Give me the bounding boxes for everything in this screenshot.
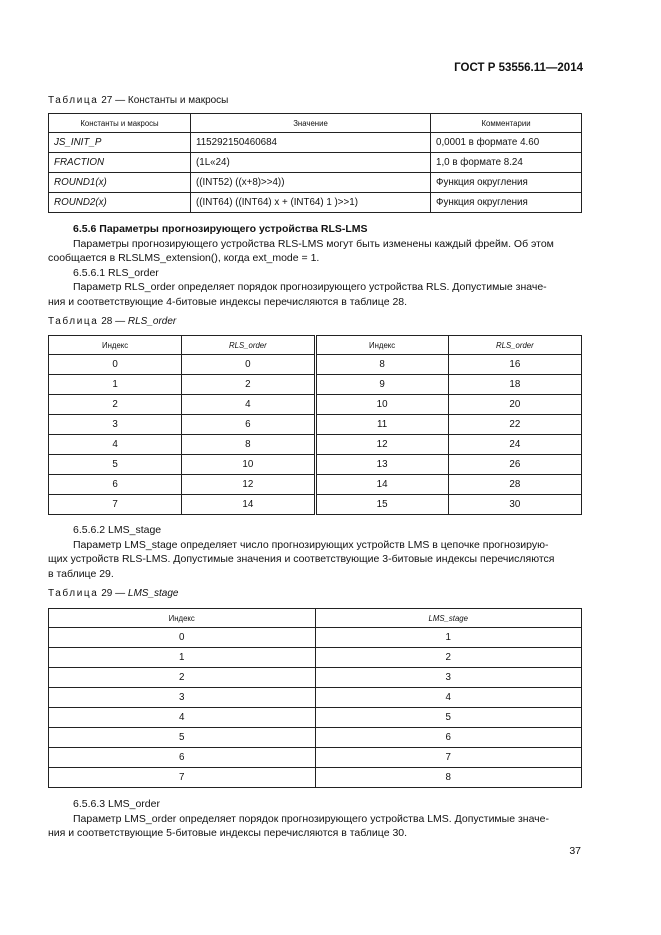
subsection-body [48,797,582,841]
column-header: RLS_order [182,336,315,355]
table-cell: 18 [448,375,581,395]
table-cell: 12 [182,475,315,495]
table-row [49,153,582,173]
column-header: Индекс [315,336,448,355]
table29-caption [48,588,178,599]
table-cell: 28 [448,475,581,495]
table-cell: 7 [49,768,316,788]
table-row [49,768,582,788]
table-header-row [49,609,582,628]
table-cell: 1 [315,628,582,648]
table-cell: ROUND2(x) [49,193,191,213]
paragraph-line: Параметр LMS_order определяет порядок прогнозирующего устройства LMS. Допустимые значе- [73,812,549,825]
table-cell: FRACTION [49,153,191,173]
table29-body [49,628,582,788]
section-body [48,222,582,309]
table-row [49,688,582,708]
paragraph-line: Параметр LMS_stage определяет число прогнозирующих устройств LMS в цепочке прогнозирую- [73,538,549,551]
table-cell: 2 [49,668,316,688]
paragraph-line: ния и соответствующие 5-битовые индексы перечисляются в таблице 30. [48,827,408,839]
table-cell: 2 [315,648,582,668]
table-cell: 3 [49,415,182,435]
table28-caption [48,316,176,327]
table-cell: (1L«24) [191,153,431,173]
table-row [49,173,582,193]
table-row [49,475,582,495]
table-cell: 5 [49,455,182,475]
page-number: 37 [569,845,581,857]
subsection-heading: 6.5.6.1 RLS_order [73,266,159,279]
caption-name: LMS_stage [127,588,179,599]
table-row [49,375,582,395]
caption-text: 27 — Константы и макросы [98,95,229,106]
table-cell: 9 [315,375,448,395]
caption-prefix: Таблица [48,95,99,106]
table-row [49,668,582,688]
table-cell: 20 [448,395,581,415]
column-header: Значение [191,114,431,133]
table-cell: 0,0001 в формате 4.60 [431,133,582,153]
table-header-row [49,114,582,133]
table-row [49,495,582,515]
section-heading: 6.5.6 Параметры прогнозирующего устройства RLS-LMS [73,223,368,235]
table-row [49,435,582,455]
table28-body [49,355,582,515]
column-header: RLS_order [448,336,581,355]
table-cell: JS_INIT_P [49,133,191,153]
table-cell: 115292150460684 [191,133,431,153]
table-cell: 6 [315,728,582,748]
table-row [49,193,582,213]
subsection-heading: 6.5.6.3 LMS_order [73,798,160,810]
subsection-heading: 6.5.6.2 LMS_stage [73,524,162,536]
table29 [48,608,582,788]
table-row [49,728,582,748]
table-cell: Функция округления [431,173,582,193]
table-cell: ((INT52) ((x+8)>>4)) [191,173,431,193]
table-row [49,415,582,435]
caption-number: 28 — [98,316,128,327]
table-cell: 24 [448,435,581,455]
table-cell: 6 [182,415,315,435]
column-header: Индекс [49,336,182,355]
table-row [49,748,582,768]
table-cell: 8 [315,355,448,375]
paragraph-line: Параметр RLS_order определяет порядок прогнозирующего устройства RLS. Допустимые значе- [73,281,547,293]
table-cell: 12 [315,435,448,455]
table-cell: 16 [448,355,581,375]
table27-caption [48,95,228,106]
table-cell: ROUND1(x) [49,173,191,193]
column-header: LMS_stage [315,609,582,628]
table-cell: 7 [49,495,182,515]
table-row [49,648,582,668]
column-header: Константы и макросы [49,114,191,133]
paragraph-line: в таблице 29. [48,567,114,580]
paragraph-line: ния и соответствующие 4-битовые индексы перечисляются в таблице 28. [48,295,408,308]
table-cell: 6 [49,748,316,768]
paragraph-line: сообщается в RLSLMS_extension(), когда ext_mode = 1. [48,252,320,264]
document-header: ГОСТ Р 53556.11—2014 [454,62,583,74]
table-cell: 14 [315,475,448,495]
table-cell: 1,0 в формате 8.24 [431,153,582,173]
table-cell: 22 [448,415,581,435]
table-cell: Функция округления [431,193,582,213]
table-cell: 1 [49,375,182,395]
caption-name: RLS_order [127,316,177,327]
table-cell: 4 [49,435,182,455]
column-header: Индекс [49,609,316,628]
table-cell: 3 [49,688,316,708]
paragraph-line: Параметры прогнозирующего устройства RLS-LMS могут быть изменены каждый фрейм. Об этом [73,237,554,250]
caption-prefix: Таблица [48,316,99,327]
table-row [49,133,582,153]
table-cell: 4 [182,395,315,415]
subsection-body [48,523,582,581]
table-row [49,628,582,648]
table28 [48,335,582,515]
table-cell: 5 [315,708,582,728]
table-row [49,395,582,415]
table-cell: ((INT64) ((INT64) x + (INT64) 1 )>>1) [191,193,431,213]
table-cell: 4 [315,688,582,708]
table-cell: 8 [315,768,582,788]
table-cell: 7 [315,748,582,768]
table-cell: 26 [448,455,581,475]
table-cell: 2 [49,395,182,415]
table-cell: 2 [182,375,315,395]
table-cell: 10 [182,455,315,475]
table-cell: 1 [49,648,316,668]
table-cell: 10 [315,395,448,415]
table-row [49,355,582,375]
table-cell: 5 [49,728,316,748]
table-cell: 15 [315,495,448,515]
table-cell: 3 [315,668,582,688]
caption-prefix: Таблица [48,588,99,599]
table-row [49,455,582,475]
table-cell: 30 [448,495,581,515]
table27 [48,113,582,213]
table-cell: 13 [315,455,448,475]
table-cell: 8 [182,435,315,455]
table-cell: 11 [315,415,448,435]
table-cell: 4 [49,708,316,728]
table-cell: 0 [182,355,315,375]
table-row [49,708,582,728]
table-cell: 0 [49,355,182,375]
caption-number: 29 — [98,588,128,599]
table-cell: 6 [49,475,182,495]
table-cell: 14 [182,495,315,515]
paragraph-line: щих устройств RLS-LMS. Допустимые значения и соответствующие 3-битовые индексы перечисляются [48,553,555,565]
table-cell: 0 [49,628,316,648]
column-header: Комментарии [431,114,582,133]
table-header-row [49,336,582,355]
